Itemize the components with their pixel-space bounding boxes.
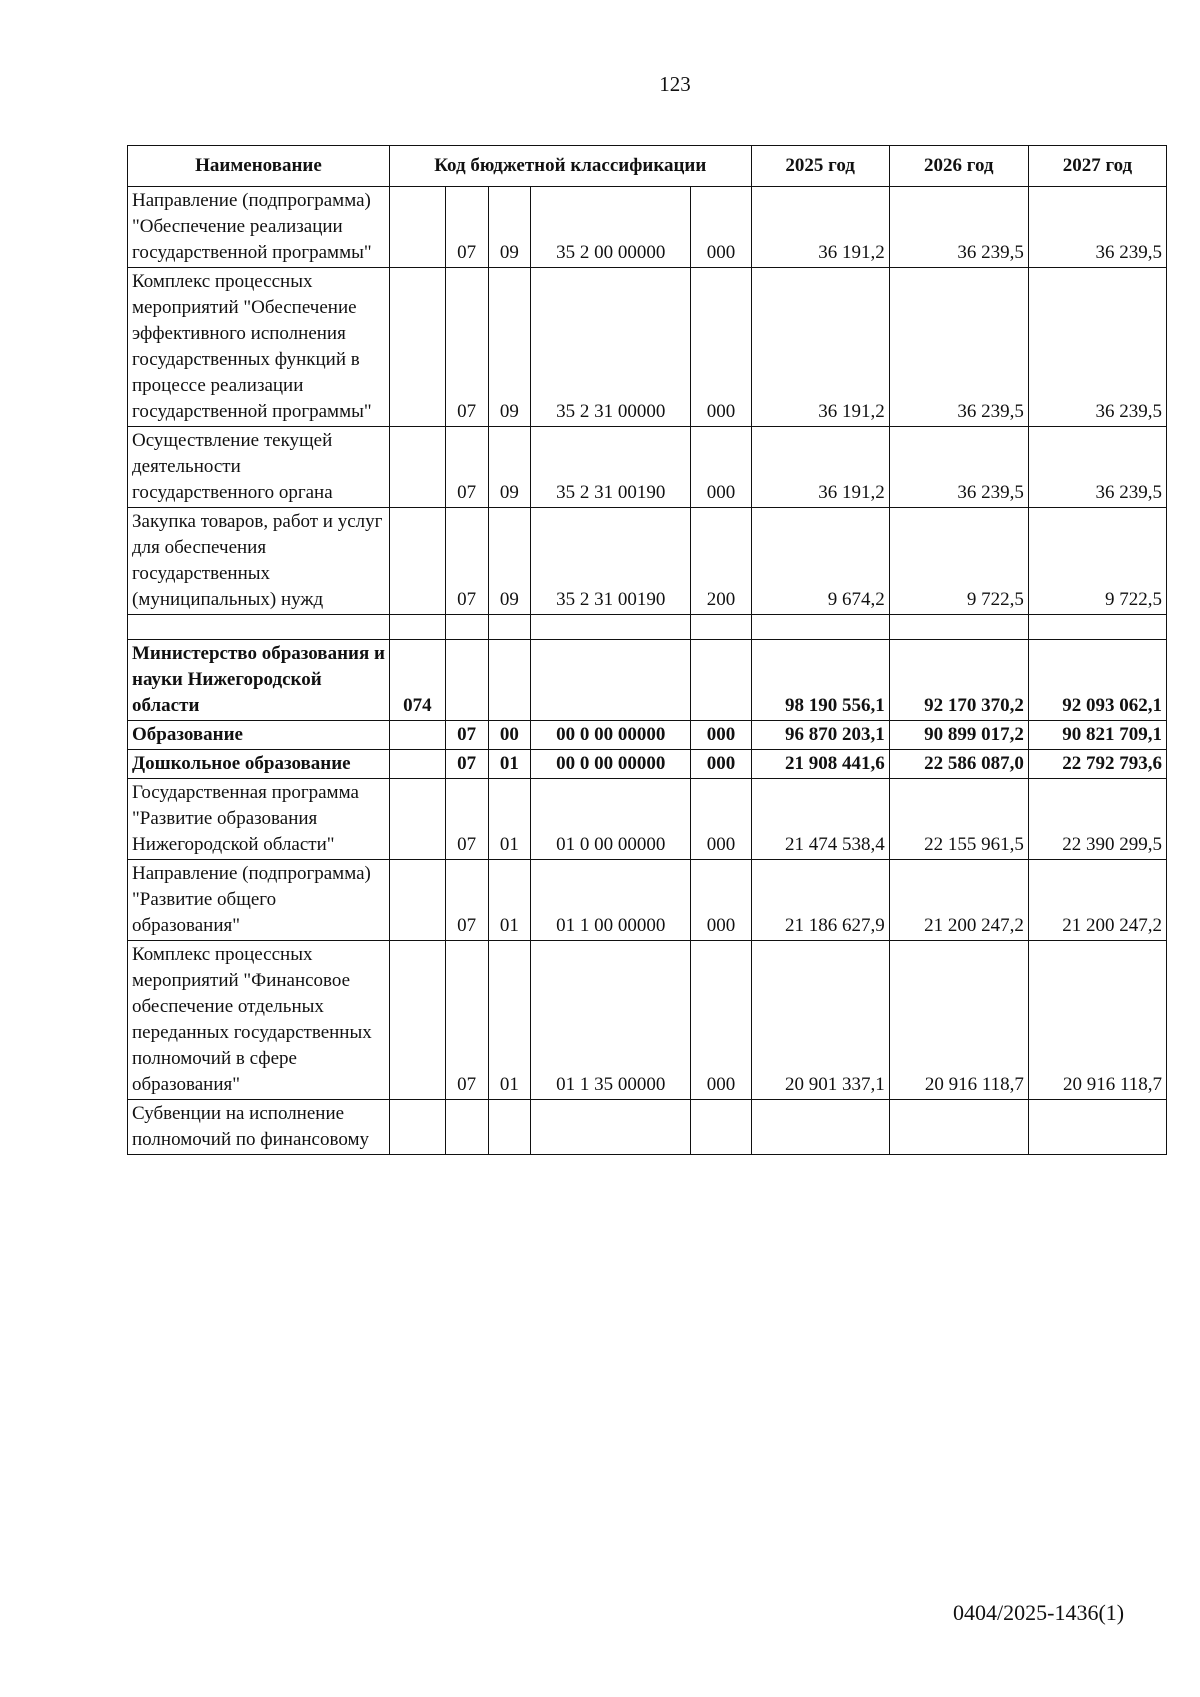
row-csr: 00 0 00 00000 [531, 721, 691, 750]
budget-table [127, 145, 1167, 1155]
row-2027: 22 390 299,5 [1028, 779, 1166, 860]
row-2025: 21 474 538,4 [751, 779, 889, 860]
row-2027: 92 093 062,1 [1028, 640, 1166, 721]
row-2026: 90 899 017,2 [889, 721, 1028, 750]
row-2026: 22 586 087,0 [889, 750, 1028, 779]
row-2027: 90 821 709,1 [1028, 721, 1166, 750]
row-pr: 09 [488, 187, 531, 268]
row-grbs [389, 941, 445, 1100]
row-csr: 01 1 00 00000 [531, 860, 691, 941]
row-rz [445, 1100, 488, 1155]
row-pr: 09 [488, 427, 531, 508]
row-vr: 000 [691, 721, 751, 750]
row-2026: 21 200 247,2 [889, 860, 1028, 941]
row-rz [445, 640, 488, 721]
row-rz: 07 [445, 427, 488, 508]
table-row [128, 721, 1167, 750]
row-csr [531, 1100, 691, 1155]
row-pr [488, 640, 531, 721]
row-pr: 01 [488, 941, 531, 1100]
row-2026: 92 170 370,2 [889, 640, 1028, 721]
spacer-cell [691, 615, 751, 640]
header-2026: 2026 год [889, 146, 1028, 187]
row-2027: 22 792 793,6 [1028, 750, 1166, 779]
row-2027: 36 239,5 [1028, 427, 1166, 508]
row-vr: 000 [691, 779, 751, 860]
table-row [128, 427, 1167, 508]
row-name: Дошкольное образование [128, 750, 390, 779]
row-name: Комплекс процессных мероприятий "Финансовое обеспечение отдельных переданных государственных полномочий в сфере образования" [128, 941, 390, 1100]
row-2026: 9 722,5 [889, 508, 1028, 615]
row-vr: 000 [691, 427, 751, 508]
row-csr: 35 2 31 00190 [531, 427, 691, 508]
spacer-row [128, 615, 1167, 640]
row-rz: 07 [445, 860, 488, 941]
row-pr: 01 [488, 779, 531, 860]
row-2026: 22 155 961,5 [889, 779, 1028, 860]
row-rz: 07 [445, 187, 488, 268]
header-2025: 2025 год [751, 146, 889, 187]
spacer-cell [445, 615, 488, 640]
header-code: Код бюджетной классификации [389, 146, 751, 187]
row-2025: 21 186 627,9 [751, 860, 889, 941]
header-2027: 2027 год [1028, 146, 1166, 187]
row-2027 [1028, 1100, 1166, 1155]
table-row [128, 268, 1167, 427]
table-row [128, 1100, 1167, 1155]
table-row [128, 860, 1167, 941]
row-csr: 01 1 35 00000 [531, 941, 691, 1100]
row-name: Образование [128, 721, 390, 750]
row-rz: 07 [445, 268, 488, 427]
row-csr [531, 640, 691, 721]
row-vr: 000 [691, 187, 751, 268]
row-2025 [751, 1100, 889, 1155]
row-2025: 20 901 337,1 [751, 941, 889, 1100]
table-row [128, 779, 1167, 860]
row-2026 [889, 1100, 1028, 1155]
row-2026: 36 239,5 [889, 427, 1028, 508]
row-grbs [389, 508, 445, 615]
row-vr: 000 [691, 941, 751, 1100]
row-pr: 00 [488, 721, 531, 750]
row-grbs [389, 721, 445, 750]
row-grbs [389, 187, 445, 268]
row-csr: 35 2 31 00000 [531, 268, 691, 427]
row-name: Субвенции на исполнение полномочий по финансовому [128, 1100, 390, 1155]
row-csr: 00 0 00 00000 [531, 750, 691, 779]
row-2027: 9 722,5 [1028, 508, 1166, 615]
row-rz: 07 [445, 750, 488, 779]
page-number: 123 [659, 72, 691, 96]
row-vr: 000 [691, 268, 751, 427]
row-2025: 36 191,2 [751, 427, 889, 508]
row-vr: 000 [691, 860, 751, 941]
row-name: Министерство образования и науки Нижегородской области [128, 640, 390, 721]
row-vr [691, 1100, 751, 1155]
row-2026: 36 239,5 [889, 187, 1028, 268]
row-rz: 07 [445, 941, 488, 1100]
row-grbs [389, 427, 445, 508]
spacer-cell [1028, 615, 1166, 640]
row-2025: 96 870 203,1 [751, 721, 889, 750]
row-rz: 07 [445, 779, 488, 860]
row-2025: 9 674,2 [751, 508, 889, 615]
spacer-cell [389, 615, 445, 640]
row-name: Закупка товаров, работ и услуг для обеспечения государственных (муниципальных) нужд [128, 508, 390, 615]
row-name: Осуществление текущей деятельности государственного органа [128, 427, 390, 508]
row-vr: 000 [691, 750, 751, 779]
spacer-cell [488, 615, 531, 640]
row-pr: 09 [488, 268, 531, 427]
row-pr: 01 [488, 860, 531, 941]
row-pr [488, 1100, 531, 1155]
row-2027: 21 200 247,2 [1028, 860, 1166, 941]
spacer-cell [889, 615, 1028, 640]
row-2026: 20 916 118,7 [889, 941, 1028, 1100]
row-grbs [389, 860, 445, 941]
row-grbs [389, 750, 445, 779]
document-code: 0404/2025-1436(1) [953, 1600, 1125, 1625]
row-vr [691, 640, 751, 721]
row-name: Направление (подпрограмма) "Развитие общего образования" [128, 860, 390, 941]
row-name: Комплекс процессных мероприятий "Обеспечение эффективного исполнения государственных функций в процессе реализации государственной программы" [128, 268, 390, 427]
row-name: Государственная программа "Развитие образования Нижегородской области" [128, 779, 390, 860]
row-2027: 20 916 118,7 [1028, 941, 1166, 1100]
row-2025: 36 191,2 [751, 187, 889, 268]
spacer-cell [531, 615, 691, 640]
row-name: Направление (подпрограмма) "Обеспечение реализации государственной программы" [128, 187, 390, 268]
row-csr: 35 2 31 00190 [531, 508, 691, 615]
row-grbs [389, 779, 445, 860]
table-row [128, 508, 1167, 615]
row-csr: 01 0 00 00000 [531, 779, 691, 860]
row-rz: 07 [445, 508, 488, 615]
row-csr: 35 2 00 00000 [531, 187, 691, 268]
header-name: Наименование [128, 146, 390, 187]
spacer-cell [751, 615, 889, 640]
table-row [128, 750, 1167, 779]
header-row [128, 146, 1167, 187]
row-2025: 98 190 556,1 [751, 640, 889, 721]
table-row [128, 640, 1167, 721]
row-grbs [389, 268, 445, 427]
row-2027: 36 239,5 [1028, 187, 1166, 268]
row-pr: 09 [488, 508, 531, 615]
row-rz: 07 [445, 721, 488, 750]
row-grbs [389, 1100, 445, 1155]
row-2027: 36 239,5 [1028, 268, 1166, 427]
row-pr: 01 [488, 750, 531, 779]
row-grbs: 074 [389, 640, 445, 721]
table-row [128, 941, 1167, 1100]
row-2026: 36 239,5 [889, 268, 1028, 427]
row-2025: 36 191,2 [751, 268, 889, 427]
table-row [128, 187, 1167, 268]
row-vr: 200 [691, 508, 751, 615]
spacer-cell [128, 615, 390, 640]
row-2025: 21 908 441,6 [751, 750, 889, 779]
